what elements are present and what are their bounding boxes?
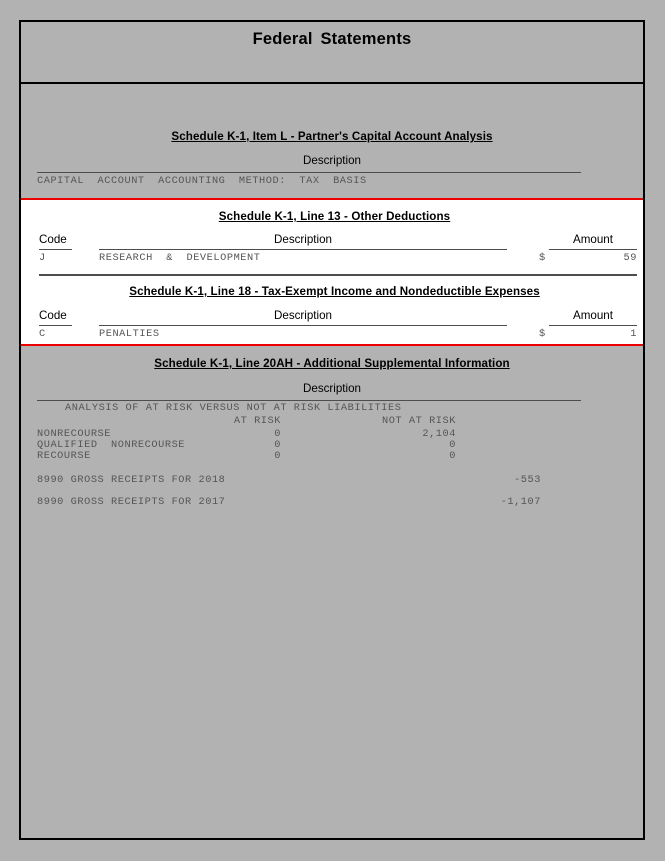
column-header-code-line-13: Code bbox=[39, 233, 67, 246]
cell-currency-line-13-row-0: $ bbox=[539, 252, 546, 264]
column-header-description-item-l: Description bbox=[303, 154, 361, 167]
highlight-region bbox=[21, 198, 643, 346]
column-header-description-line-13: Description bbox=[274, 233, 332, 246]
note-amount-1: -1,107 bbox=[500, 496, 541, 508]
cell-code-line-18-row-0: C bbox=[39, 328, 46, 340]
column-header-description-line-20ah: Description bbox=[303, 382, 361, 395]
cell-code-line-13-row-0: J bbox=[39, 252, 46, 264]
cell-amount-line-13-row-0: 59 bbox=[623, 252, 637, 264]
rule-description-line-13 bbox=[99, 249, 507, 250]
cell-description-line-18-row-0: PENALTIES bbox=[99, 328, 160, 340]
analysis-row-not-at-risk-0: 2,104 bbox=[422, 428, 456, 440]
column-header-description-line-18: Description bbox=[274, 309, 332, 322]
cell-description-line-13-row-0: RESEARCH & DEVELOPMENT bbox=[99, 252, 261, 264]
analysis-row-at-risk-1: 0 bbox=[274, 439, 281, 451]
column-header-code-line-18: Code bbox=[39, 309, 67, 322]
cell-currency-line-18-row-0: $ bbox=[539, 328, 546, 340]
document-header-band bbox=[21, 22, 643, 84]
note-label-0: 8990 GROSS RECEIPTS FOR 2018 bbox=[37, 474, 226, 486]
analysis-row-not-at-risk-1: 0 bbox=[449, 439, 456, 451]
section-title-line-20ah: Schedule K-1, Line 20AH - Additional Supplemental Information bbox=[154, 357, 510, 370]
section-title-line-13: Schedule K-1, Line 13 - Other Deductions bbox=[218, 210, 451, 223]
rule-description-line-20ah bbox=[37, 400, 581, 401]
section-divider bbox=[39, 274, 637, 276]
analysis-row-at-risk-2: 0 bbox=[274, 450, 281, 462]
analysis-heading: ANALYSIS OF AT RISK VERSUS NOT AT RISK LIABILITIES bbox=[65, 402, 402, 414]
page-title: Federal Statements bbox=[252, 30, 412, 48]
analysis-row-not-at-risk-2: 0 bbox=[449, 450, 456, 462]
column-header-amount-line-18: Amount bbox=[573, 309, 613, 322]
section-title-line-18: Schedule K-1, Line 18 - Tax-Exempt Income and Nondeductible Expenses bbox=[129, 285, 540, 298]
analysis-row-label-0: NONRECOURSE bbox=[37, 428, 112, 440]
rule-amount-line-18 bbox=[549, 325, 637, 326]
document-body bbox=[21, 86, 643, 838]
analysis-column-at-risk: AT RISK bbox=[233, 415, 281, 427]
section-title-item-l: Schedule K-1, Item L - Partner's Capital Account Analysis bbox=[171, 130, 493, 143]
rule-description-line-18 bbox=[99, 325, 507, 326]
row-capital-account-method: CAPITAL ACCOUNT ACCOUNTING METHOD: TAX BASIS bbox=[37, 175, 367, 187]
note-amount-0: -553 bbox=[514, 474, 541, 486]
document-page bbox=[19, 20, 645, 840]
analysis-column-not-at-risk: NOT AT RISK bbox=[381, 415, 456, 427]
rule-code-line-13 bbox=[39, 249, 72, 250]
note-label-1: 8990 GROSS RECEIPTS FOR 2017 bbox=[37, 496, 226, 508]
analysis-row-label-2: RECOURSE bbox=[37, 450, 91, 462]
rule-amount-line-13 bbox=[549, 249, 637, 250]
analysis-row-at-risk-0: 0 bbox=[274, 428, 281, 440]
analysis-row-label-1: QUALIFIED NONRECOURSE bbox=[37, 439, 186, 451]
rule-code-line-18 bbox=[39, 325, 72, 326]
rule-description-item-l bbox=[37, 172, 581, 173]
cell-amount-line-18-row-0: 1 bbox=[630, 328, 637, 340]
column-header-amount-line-13: Amount bbox=[573, 233, 613, 246]
